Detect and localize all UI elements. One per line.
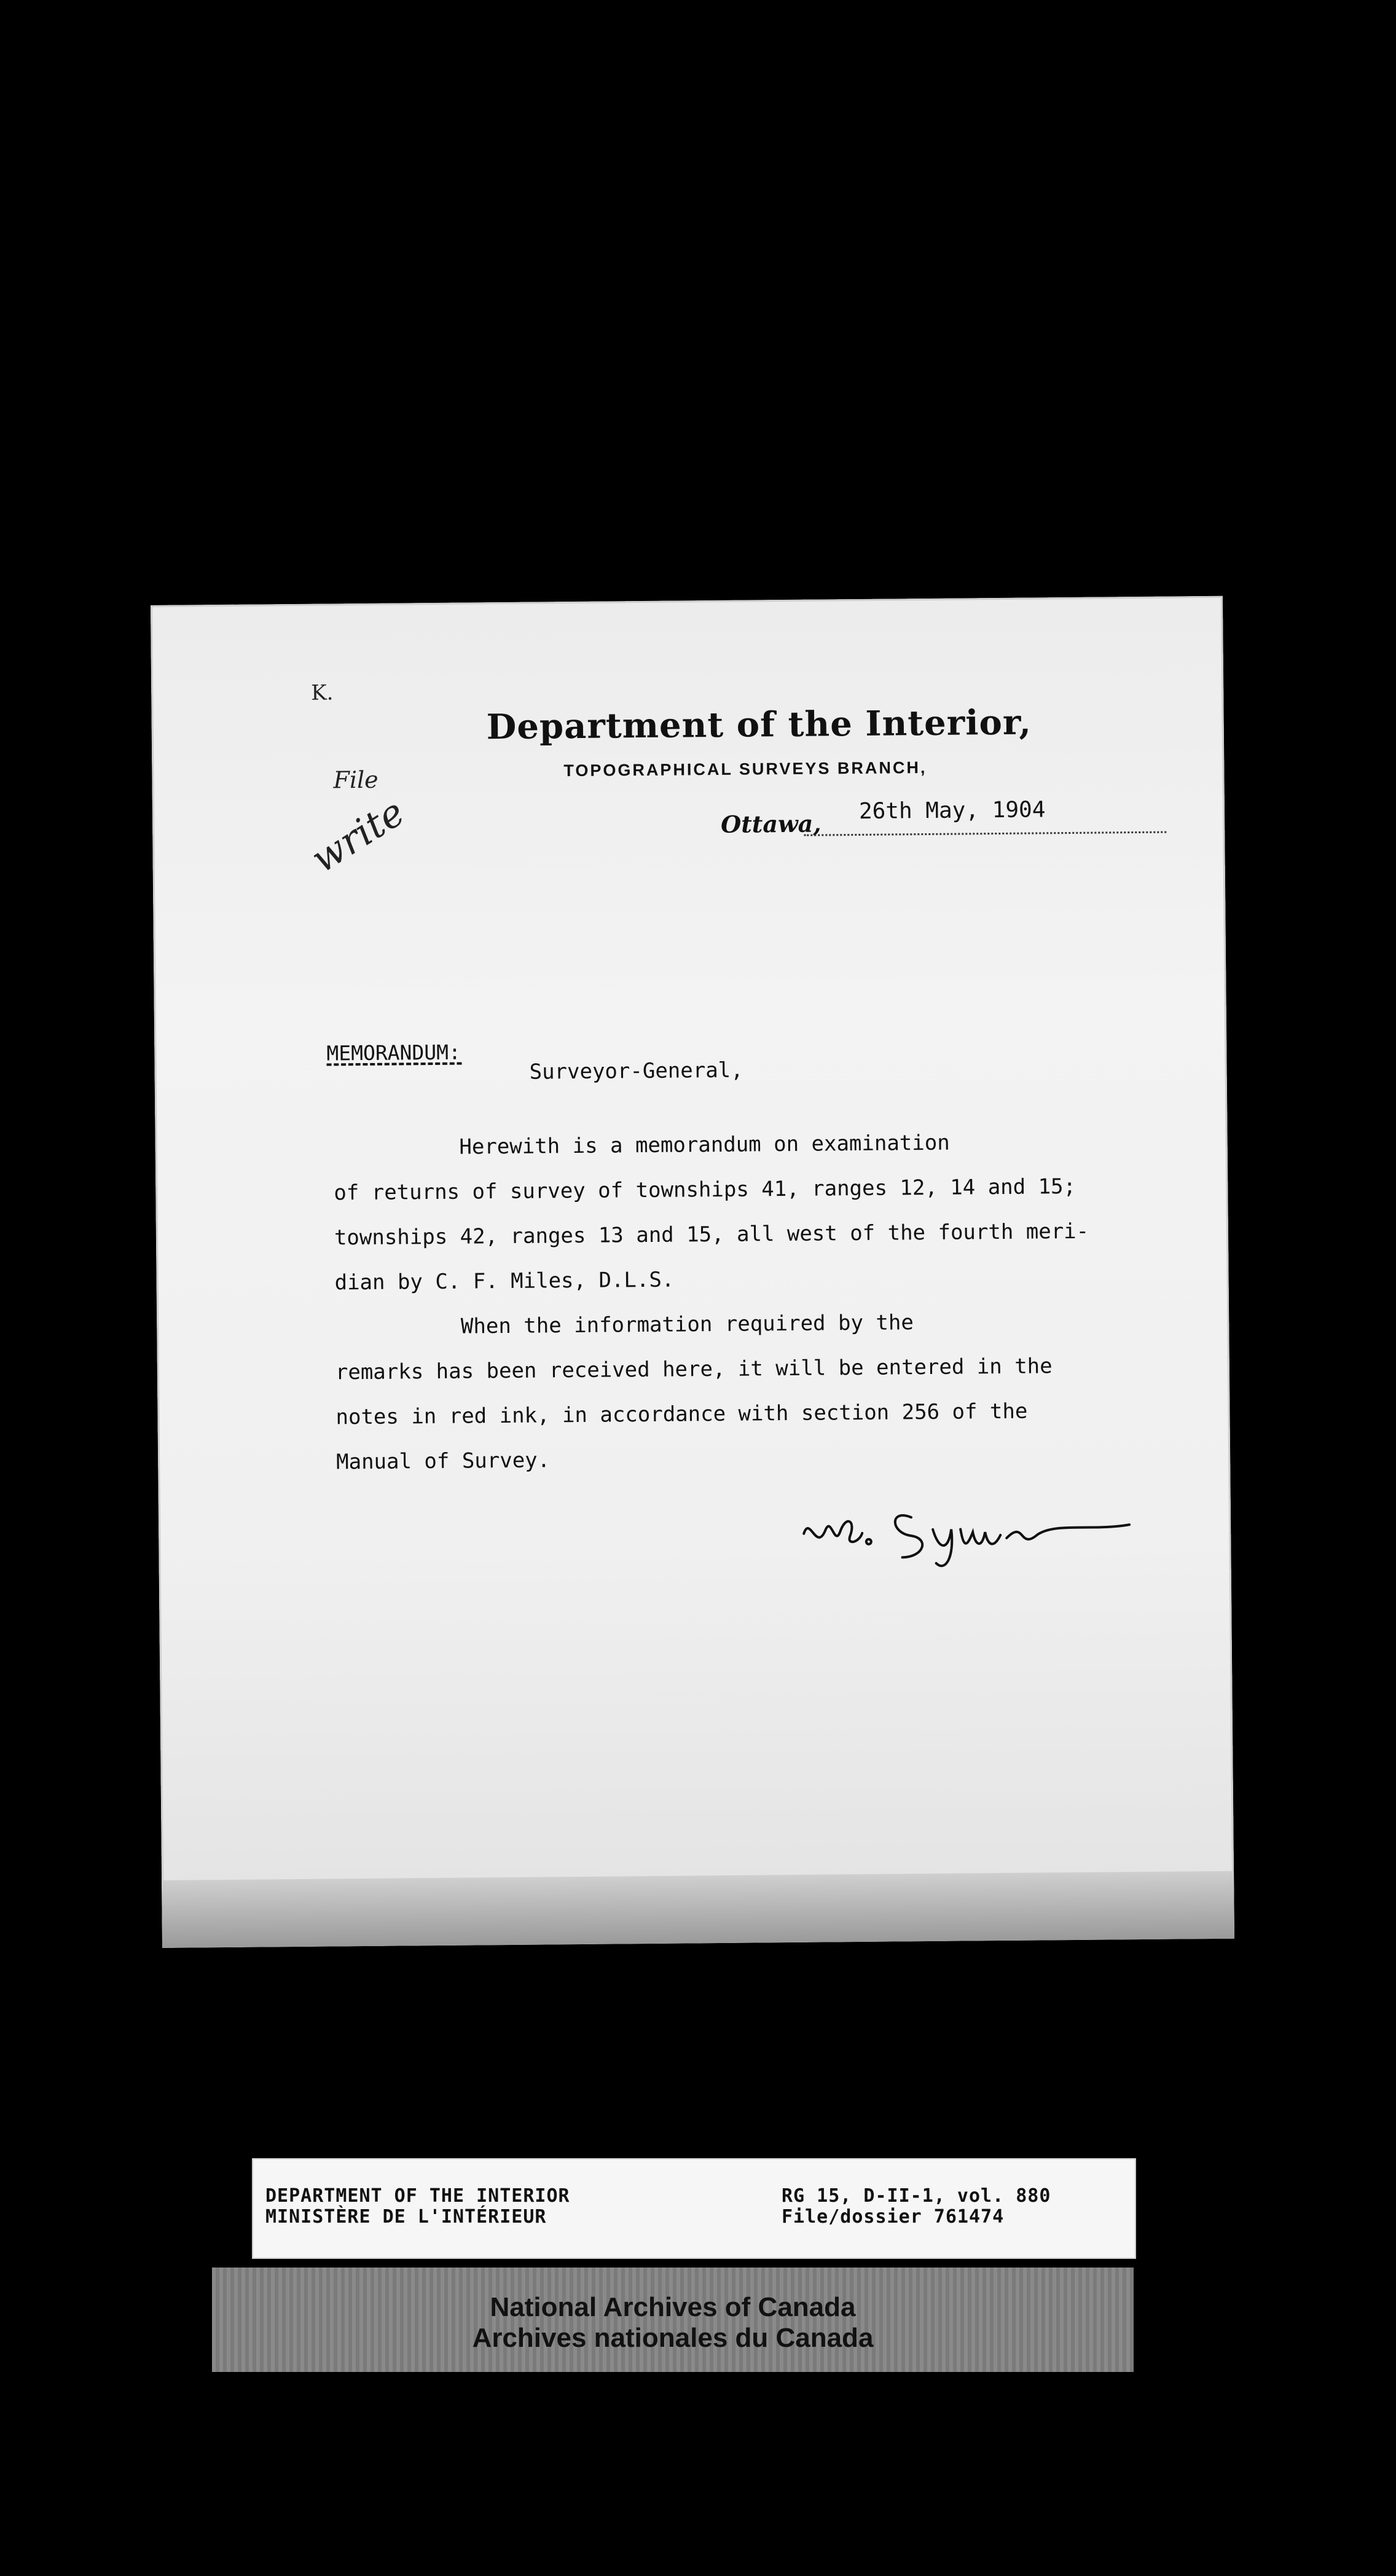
memo-label: MEMORANDUM: (326, 1040, 461, 1066)
document-page (151, 596, 1234, 1948)
body-line: dian by C. F. Miles, D.L.S. (334, 1267, 675, 1295)
sheet-bottom-strip (162, 1871, 1234, 1948)
archives-name-fr: Archives nationales du Canada (472, 2323, 874, 2353)
memo-body (333, 1118, 1184, 1485)
archive-reference-label (252, 2158, 1136, 2259)
memo-underline (327, 1062, 462, 1066)
archives-name-en: National Archives of Canada (490, 2292, 856, 2322)
department-title: Department of the Interior, (486, 702, 1032, 748)
signature (798, 1494, 1142, 1571)
record-group-reference: RG 15, D-II-1, vol. 880 (782, 2185, 1051, 2207)
department-label-en: DEPARTMENT OF THE INTERIOR (265, 2185, 570, 2207)
k-mark: K. (311, 680, 334, 705)
body-line: notes in red ink, in accordance with section 256 of the (335, 1399, 1028, 1430)
memo-addressee: Surveyor-General, (529, 1058, 743, 1085)
body-line: townships 42, ranges 13 and 15, all west of the fourth meri- (334, 1219, 1089, 1251)
place-label: Ottawa, (720, 809, 822, 838)
body-line: of returns of survey of townships 41, ranges 12, 14 and 15; (334, 1174, 1076, 1206)
body-line: When the information required by the (335, 1310, 914, 1340)
letter-date: 26th May, 1904 (858, 797, 1046, 824)
archives-banner (212, 2268, 1134, 2372)
file-label: File (333, 766, 378, 794)
body-line: remarks has been received here, it will be entered in the (335, 1354, 1053, 1385)
handwritten-note: write (303, 789, 413, 882)
department-label-fr: MINISTÈRE DE L'INTÉRIEUR (265, 2206, 547, 2228)
file-reference: File/dossier 761474 (782, 2206, 1005, 2228)
body-line: Manual of Survey. (336, 1448, 551, 1475)
body-line: Herewith is a memorandum on examination (333, 1130, 950, 1161)
branch-name: TOPOGRAPHICAL SURVEYS BRANCH, (563, 758, 927, 780)
